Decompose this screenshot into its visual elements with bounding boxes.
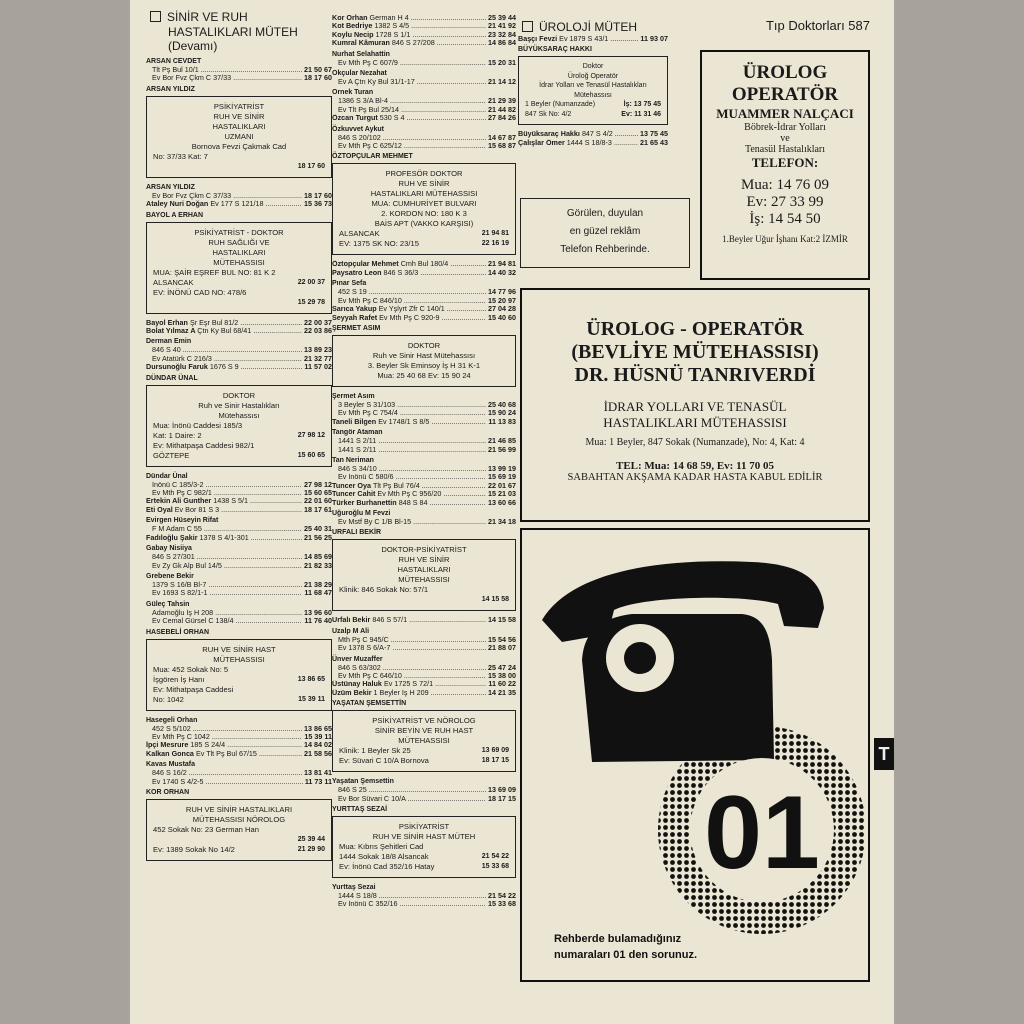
entry-heading: DÜNDAR ÜNAL: [146, 374, 198, 382]
entry-heading: Derman Emin: [146, 338, 192, 346]
directory-entry: F M Adam C 55 ..... 25 40 31: [146, 525, 332, 533]
entry-heading: ARSAN YILDIZ: [146, 85, 195, 93]
directory-entry: Ev Mth Pş C 846/10 ..... 15 20 97: [332, 297, 516, 305]
entry-list: [518, 35, 668, 54]
directory-entry: Tuncer Oya Tlt Pş Bul 76/4 ..... 22 01 67: [332, 482, 516, 490]
directory-entry: Ev Mth Pş C 1042 ..... 15 39 11: [146, 733, 332, 741]
directory-entry: Başçı Fevzi Ev 1879 S 43/1 ..... 11 93 07: [518, 35, 668, 43]
directory-entry: Ev 1693 S 82/1-1 ..... 11 68 47: [146, 589, 332, 597]
entry-list: [146, 716, 332, 797]
entry-heading: YURTTAŞ SEZAİ: [332, 806, 388, 814]
entry-heading: Ornek Turan: [332, 89, 374, 97]
entry-heading: Evirgen Hüseyin Rifat: [146, 517, 219, 525]
directory-entry: Ev 1378 S 6/A-7 ..... 21 88 07: [332, 644, 516, 652]
column-3: [518, 20, 668, 147]
listing-box: RUH VE SİNİR HAST MÜTEHASSISI Mua: 452 Sokak No: 5 İşgören İş Hanı 13 86 65 Ev: Mithatpaşa Caddesi No: 1042 15 39 11: [146, 639, 332, 711]
entry-heading: Uğuroğlu M Fevzi: [332, 509, 391, 517]
directory-entry: Üzüm Bekir 1 Beyler İş H 209 ..... 14 21 35: [332, 689, 516, 697]
column-2: [332, 14, 516, 909]
directory-entry: 846 S 25 ..... 13 69 09: [332, 786, 516, 794]
directory-entry: 3 Beyler S 31/103 ..... 25 40 68: [332, 401, 516, 409]
directory-entry: Ev Zy Gk Alp Bul 14/5 ..... 21 82 33: [146, 562, 332, 570]
entry-heading: Pınar Sefa: [332, 280, 367, 288]
directory-entry: 1441 S 2/11 ..... 21 46 85: [332, 437, 516, 445]
directory-entry: 1444 S 18/8 ..... 21 54 22: [332, 892, 516, 900]
entry-list: [332, 777, 516, 814]
entry-list: [332, 883, 516, 909]
directory-entry: Öztopçular Mehmet Cmh Bul 180/4 ..... 21 94 81: [332, 260, 516, 268]
entry-heading: Güleç Tahsin: [146, 600, 190, 608]
entry-heading: Uzalp M Ali: [332, 627, 370, 635]
directory-entry: Tuncer Cahit Ev Mth Pş C 956/20 ..... 15 21 03: [332, 490, 516, 498]
directory-entry: Seyyah Rafet Ev Mth Pş C 920-9 ..... 15 40 60: [332, 314, 516, 322]
directory-entry: Ev Bor Fvz Çkm C 37/33 ..... 18 17 60: [146, 74, 332, 82]
directory-entry: 452 S 19 ..... 14 77 96: [332, 288, 516, 296]
directory-entry: Paysatro Leon 846 S 36/3 ..... 14 40 32: [332, 269, 516, 277]
entry-heading: ÖZTOPÇULAR MEHMET: [332, 153, 413, 161]
directory-entry: Koylu Necip 1728 S 1/1 ..... 23 32 84: [332, 31, 516, 39]
directory-entry: Ataley Nuri Doğan Ev 177 S 121/18 ..... 15 36 73: [146, 200, 332, 208]
directory-page: [130, 0, 894, 1024]
directory-entry: Kalkan Gonca Ev Tlt Pş Bul 67/15 ..... 21 58 56: [146, 750, 332, 758]
directory-entry: Bayol Erhan Şr Eşr Bul 81/2 ..... 22 00 37: [146, 319, 332, 327]
entry-heading: Yurttaş Sezai: [332, 884, 376, 892]
directory-entry: Ev İnönü C 580/6 ..... 15 69 19: [332, 473, 516, 481]
entry-list: [332, 14, 516, 161]
directory-entry: Ev Mth Pş C 982/1 ..... 15 60 65: [146, 489, 332, 497]
entry-heading: Grebene Bekir: [146, 572, 194, 580]
checkbox-square-icon: [150, 11, 161, 22]
entry-heading: HASEBELİ ORHAN: [146, 628, 210, 636]
directory-entry: Çalışlar Ömer 1444 S 18/8-3 ..... 21 65 43: [518, 139, 668, 147]
directory-entry: Ev 1740 S 4/2-5 ..... 11 73 11: [146, 778, 332, 786]
entry-heading: ŞERMET ASIM: [332, 324, 381, 332]
directory-entry: Urfalı Bekir 846 S 57/1 ..... 14 15 58: [332, 616, 516, 624]
directory-entry: 1441 S 2/11 ..... 21 56 99: [332, 446, 516, 454]
directory-entry: Üstünay Haluk Ev 1725 S 72/1 ..... 11 60 22: [332, 680, 516, 688]
entry-heading: Hasegeli Orhan: [146, 716, 198, 724]
directory-entry: Kumral Kâmuran 846 S 27/208 ..... 14 86 84: [332, 39, 516, 47]
listing-box: PROFESÖR DOKTOR RUH VE SİNİR HASTALIKLARI MÜTEHASSISI MUA: CUMHURİYET BULVARI 2. KORDON NO: 180 K 3 BAİS APT (VAKKO KARŞISI) ALSANCAK 21 94 81 EV: 1375 SK NO: 23/15 22 16 19: [332, 163, 516, 255]
column-1: [146, 10, 332, 866]
directory-entry: Ertekin Ali Gunther 1438 S 5/1 ..... 22 01 60: [146, 497, 332, 505]
entry-heading: BÜYÜKSARAÇ HAKKI: [518, 46, 592, 54]
entry-heading: Kavas Mustafa: [146, 761, 196, 769]
directory-entry: 846 S 63/302 ..... 25 47 24: [332, 664, 516, 672]
directory-entry: İnönü C 185/3-2 ..... 27 98 12: [146, 481, 332, 489]
directory-entry: 1379 S 16/B Bl-7 ..... 21 38 29: [146, 581, 332, 589]
entry-list: [146, 472, 332, 637]
telephone-illustration: [522, 530, 868, 980]
directory-entry: 846 S 16/2 ..... 13 81 41: [146, 769, 332, 777]
entry-heading: Nurhat Selahattin: [332, 50, 390, 58]
directory-entry: Kot Bedriye 1382 S 4/5 ..... 21 41 92: [332, 22, 516, 30]
promo-box: Görülen, duyulan en güzel reklâm Telefon Rehberinde.: [520, 198, 690, 268]
listing-box: PSİKİYATRİST - DOKTOR RUH SAĞLIĞI VE HASTALIKLARI MÜTEHASSISI MUA: ŞAİR EŞREF BUL NO: 81 K 2 ALSANCAK 22 00 37 EV: İNÖNÜ CAD NO: 478/6 15 29 78: [146, 222, 332, 314]
listing-box: DOKTOR-PSİKİYATRİST RUH VE SİNİR HASTALIKLARI MÜTEHASSISI Klinik: 846 Sokak No: 57/1 14 15 58: [332, 539, 516, 611]
entry-heading: ARSAN YILDIZ: [146, 183, 195, 191]
directory-entry: Ev Tlt Pş Bul 25/14 ..... 21 44 82: [332, 106, 516, 114]
directory-entry: Adamoğlu İş H 208 ..... 13 96 60: [146, 609, 332, 617]
directory-entry: Türker Burhanettin 848 S 84 ..... 13 60 66: [332, 499, 516, 507]
ad-muammer-nalcaci: ÜROLOG OPERATÖR MUAMMER NALÇACI Böbrek-İdrar Yolları ve Tenasül Hastalıkları TELEFON: Mua: 14 76 09 Ev: 27 33 99 İş: 14 54 50 1.Beyler Uğur İşhanı Kat:2 İZMİR: [700, 50, 870, 280]
directory-entry: Sarıca Yakup Ev Yşlyrt Zfr C 140/1 ..... 27 04 28: [332, 305, 516, 313]
entry-list: [332, 260, 516, 332]
entry-list: [146, 183, 332, 220]
directory-entry: Ev Mth Pş C 646/10 ..... 15 38 00: [332, 672, 516, 680]
entry-heading: Ünver Muzaffer: [332, 655, 383, 663]
listing-box: DOKTOR Ruh ve Sinir Hastalıkları Mütehassısı Mua: İnönü Caddesi 185/3 Kat: 1 Daire: 2 27 98 12 Ev: Mithatpaşa Caddesi 982/1 GÖZTEPE 15 60 65: [146, 385, 332, 467]
directory-entry: Mth Pş C 945/C ..... 15 54 56: [332, 636, 516, 644]
ad-telephone-01: [520, 528, 870, 982]
ad-husnu-tanriverdi: ÜROLOG - OPERATÖR (BEVLİYE MÜTEHASSISI) DR. HÜSNÜ TANRIVERDİ İDRAR YOLLARI VE TENASÜL HASTALIKLARI MÜTEHASSISI Mua: 1 Beyler, 847 Sokak (Numanzade), No: 4, Kat: 4 TEL: Mua: 14 68 59, Ev: 11 70 05 SABAHTAN AKŞAMA KADAR HASTA KABUL EDİLİR: [520, 288, 870, 522]
directory-entry: Ev Cemal Gürsel C 138/4 ..... 11 76 40: [146, 617, 332, 625]
entry-list: [146, 57, 332, 94]
listing-box: DOKTOR Ruh ve Sinir Hast Mütehassısı 3. Beyler Sk Eminsoy İş H 31 K-1 Mua: 25 40 68 Ev: 15 90 24: [332, 335, 516, 387]
badge-01: 01: [704, 775, 820, 891]
entry-heading: ARSAN CEVDET: [146, 58, 202, 65]
listing-box: Doktor Üroloğ Operatör İdrar Yolları ve Tenasül Hastalıkları Mütehassısı 1 Beyler (Numanzade) İş: 13 75 45 847 Sk No: 4/2 Ev: 11 31 46: [518, 56, 668, 125]
directory-entry: Ev İnönü C 352/16 ..... 15 33 68: [332, 900, 516, 908]
section-title: SİNİR VE RUH: [150, 10, 332, 25]
directory-entry: Ev Mth Pş C 625/12 ..... 15 68 87: [332, 142, 516, 150]
directory-entry: Ev Mstf By C 1/B Bl-15 ..... 21 34 18: [332, 518, 516, 526]
directory-entry: Özcan Turgut 530 S 4 ..... 27 84 26: [332, 114, 516, 122]
directory-entry: Taneli Bilgen Ev 1748/1 S 8/5 ..... 11 13 83: [332, 418, 516, 426]
entry-heading: Yaşatan Şemsettin: [332, 778, 394, 786]
listing-box: PSİKİYATRİST RUH VE SİNİR HASTALIKLARI UZMANI Bornova Fevzi Çakmak Cad No: 37/33 Kat: 7 18 17 60: [146, 96, 332, 178]
directory-entry: Ev Mth Pş C 754/4 ..... 15 90 24: [332, 409, 516, 417]
entry-heading: Okçular Nezahat: [332, 70, 387, 78]
directory-entry: 452 S 5/102 ..... 13 86 65: [146, 725, 332, 733]
section-title-line-2: HASTALIKLARI MÜTEH: [168, 25, 298, 39]
directory-entry: Fadıloğlu Şakir 1378 S 4/1-301 ..... 21 56 25: [146, 534, 332, 542]
directory-entry: Ev A Çtn Ky Bul 31/1-17 ..... 21 14 12: [332, 78, 516, 86]
entry-heading: Gabay Nisiiya: [146, 545, 192, 553]
entry-list: [332, 392, 516, 537]
ad-caption-2: numaraları 01 den sorunuz.: [554, 949, 698, 961]
page-header-title: Tıp Doktorları 587: [765, 18, 870, 33]
directory-entry: Kor Orhan German H 4 ..... 25 39 44: [332, 14, 516, 22]
directory-entry: 846 S 40 ..... 13 89 23: [146, 346, 332, 354]
listing-box: PSİKİYATRİST VE NÖROLOG SİNİR BEYİN VE RUH HAST MÜTEHASSISI Klinik: 1 Beyler Sk 25 13 69 09 Ev: Süvari C 10/A Bornova 18 17 15: [332, 710, 516, 772]
directory-entry: Ev Atatürk C 216/3 ..... 21 32 77: [146, 355, 332, 363]
entry-heading: YAŞATAN ŞEMSETTİN: [332, 700, 407, 708]
directory-entry: 846 S 34/10 ..... 13 99 19: [332, 465, 516, 473]
directory-entry: 1386 S 3/A Bl-4 ..... 21 29 39: [332, 97, 516, 105]
directory-entry: Eti Oyal Ev Bor 81 S 3 ..... 18 17 61: [146, 506, 332, 514]
listing-box: RUH VE SİNİR HASTALIKLARI MÜTEHASSISI NÖROLOG 452 Sokak No: 23 German Han 25 39 44 Ev: 1389 Sokak No 14/2 21 29 90: [146, 799, 332, 861]
directory-entry: Ev Mth Pş C 607/9 ..... 15 20 31: [332, 59, 516, 67]
entry-list: [146, 319, 332, 383]
listing-box: PSİKİYATRİST RUH VE SİNİR HAST MÜTEH Mua: Kıbrıs Şehitleri Cad 1444 Sokak 18/8 Alsancak 21 54 22 Ev: İnönü Cad 352/16 Hatay 15 33 68: [332, 816, 516, 878]
entry-list: [518, 130, 668, 147]
entry-heading: Tangör Ataman: [332, 429, 383, 437]
section-title: ÜROLOJİ MÜTEH: [522, 20, 668, 35]
entry-heading: Özkuvvet Aykut: [332, 125, 384, 133]
directory-entry: 846 S 20/102 ..... 14 67 87: [332, 134, 516, 142]
directory-entry: İpçi Mesrure 185 S 24/4 ..... 14 84 02: [146, 741, 332, 749]
checkbox-square-icon: [522, 21, 533, 32]
entry-heading: URFALI BEKİR: [332, 529, 381, 537]
entry-heading: BAYOL A ERHAN: [146, 211, 204, 219]
directory-entry: 846 S 27/301 ..... 14 85 69: [146, 553, 332, 561]
entry-heading: Şermet Asım: [332, 392, 375, 400]
entry-heading: Dündar Ünal: [146, 472, 188, 480]
side-index-tab: T: [874, 738, 894, 770]
section-title-continued: (Devamı): [168, 39, 218, 53]
directory-entry: Dursunoğlu Faruk 1676 S 9 ..... 11 57 02: [146, 363, 332, 371]
entry-heading: Tan Neriman: [332, 456, 374, 464]
entry-list: [332, 616, 516, 708]
directory-entry: Tlt Pş Bul 10/1 ..... 21 50 67: [146, 66, 332, 74]
directory-entry: Ev Bor Süvari C 10/A ..... 18 17 15: [332, 795, 516, 803]
directory-entry: Ev Bor Fvz Çkm C 37/33 ..... 18 17 60: [146, 192, 332, 200]
entry-heading: KOR ORHAN: [146, 788, 190, 796]
ad-caption-1: Rehberde bulamadığınız: [554, 933, 682, 945]
directory-entry: Bolat Yılmaz A Çtn Ky Bul 68/41 ..... 22 03 86: [146, 327, 332, 335]
directory-entry: Büyüksaraç Hakkı 847 S 4/2 ..... 13 75 45: [518, 130, 668, 138]
